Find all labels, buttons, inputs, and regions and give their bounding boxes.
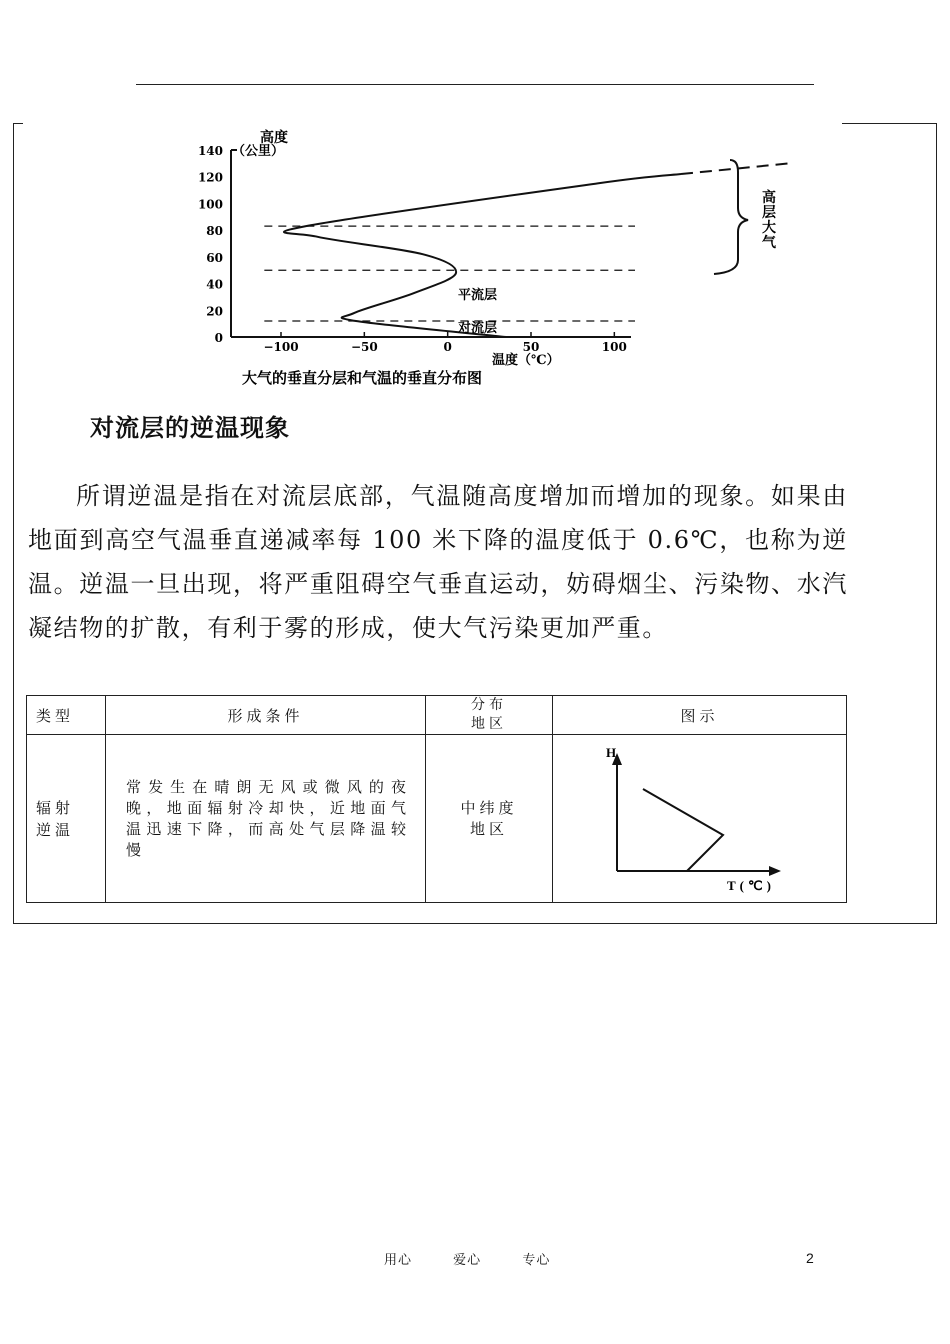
footer-item: 用心 [384,1253,413,1268]
temperature-curve [284,163,789,337]
header-region-line2: 地区 [471,716,507,732]
chart-xlabel: 温度（℃） [492,353,560,368]
layer-boundaries [264,226,635,321]
table-row [27,735,847,903]
header-type: 类型 [27,696,106,735]
header-region-line1: 分布 [471,697,507,713]
chart-ylabel-line2: （公里） [232,144,285,159]
x-tick-label: 50 [522,340,540,354]
figure-t-label: T(℃) [727,878,775,893]
inversion-paragraph: 所谓逆温是指在对流层底部，气温随高度增加而增加的现象。如果由地面到高空气温垂直递减率每 100 米下降的温度低于 0.6℃，也称为逆温。逆温一旦出现，将严重阻碍空气垂直运动，妨碍烟尘、污染物、水汽凝结物的扩散，有利于雾的形成，使大气污染更加严重。 [28,482,848,642]
frame-top-right [842,123,936,124]
y-tick-label: 0 [214,331,223,345]
y-tick-label: 60 [206,250,223,265]
region-line2: 地区 [469,819,508,838]
y-tick-label: 80 [206,224,223,239]
temperature-line [284,174,681,337]
header-region [426,696,553,735]
high-atmosphere-label [762,189,777,251]
layer-label-stratosphere: 平流层 [458,288,498,303]
region-line1: 中纬度 [460,798,518,817]
temperature-line-extension [681,163,789,174]
cell-region [426,735,553,903]
cell-type [27,735,106,903]
footer-item: 爱心 [453,1253,482,1268]
figure-temp-line [643,789,723,871]
x-ticks [263,332,626,354]
y-tick-label: 120 [197,170,223,185]
cell-condition: 常发生在晴朗无风或微风的夜晚，地面辐射冷却快，近地面气温迅速下降，而高处气层降温较慢 [106,735,426,903]
x-tick-label: 100 [601,340,627,354]
table-header-row [27,696,847,735]
x-tick-label: 0 [443,340,452,354]
inversion-figure [553,735,847,903]
layer-label-high-atmosphere: 高层大气 [762,190,776,251]
header-figure: 图示 [553,696,847,735]
y-tick-label: 20 [206,304,223,319]
footer [384,1249,586,1268]
figure-t-arrow [769,866,781,876]
chart-ylabel-line1: 高度 [260,130,288,146]
x-tick-label: −100 [263,340,299,354]
figure-h-label: H [606,745,621,760]
header-condition: 形成条件 [106,696,426,735]
y-ticks [198,144,223,345]
type-line2: 逆温 [36,820,75,839]
cell-figure [553,735,847,903]
frame-top-left [13,123,23,124]
high-atmosphere-brace [714,160,748,274]
x-tick-label: −50 [350,340,378,354]
section-title: 对流层的逆温现象 [90,414,290,442]
inversion-table [26,695,847,903]
type-line1: 辐射 [36,798,75,817]
header-rule [136,84,814,85]
layer-label-troposphere: 对流层 [458,321,498,336]
y-tick-label: 100 [197,197,223,212]
atmosphere-chart [170,128,800,390]
chart-title: 大气的垂直分层和气温的垂直分布图 [242,369,483,387]
y-tick-label: 40 [206,277,223,292]
y-tick-label: 140 [197,144,223,158]
atmosphere-chart-svg [170,128,800,390]
footer-item: 专心 [522,1253,551,1268]
page-number: 2 [806,1250,814,1266]
